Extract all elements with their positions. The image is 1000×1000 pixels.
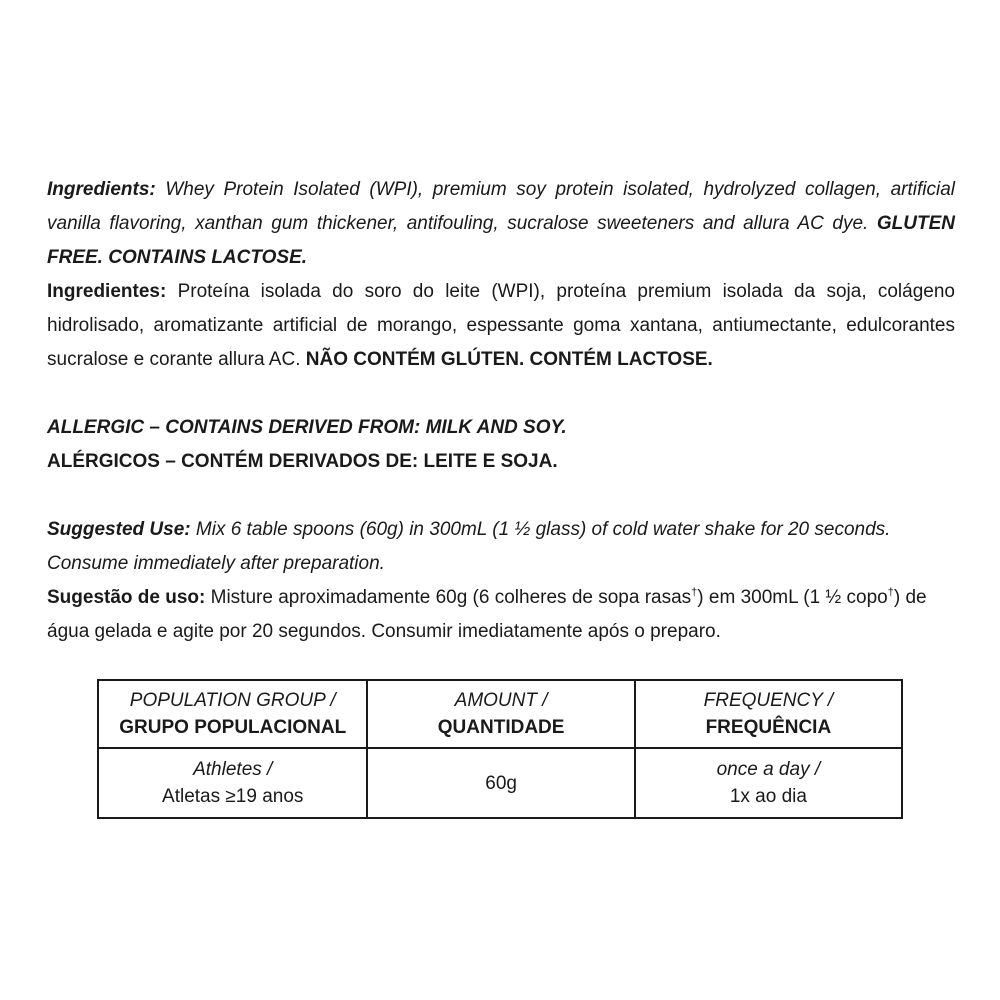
suggested-use-pt-label: Sugestão de uso: <box>47 587 206 608</box>
suggested-use-en-paragraph <box>47 513 955 581</box>
cell-frequency-pt: 1x ao dia <box>729 786 807 807</box>
header-population-group-pt: GRUPO POPULACIONAL <box>119 717 347 738</box>
table-header-row <box>98 680 902 748</box>
spacer <box>47 479 955 513</box>
ingredients-pt-label: Ingredientes: <box>47 281 167 302</box>
header-amount-en: AMOUNT / <box>454 690 548 711</box>
suggested-use-pt-text-1: Misture aproximadamente 60g (6 colheres de sopa rasas <box>205 587 692 608</box>
header-frequency-en: FREQUENCY / <box>703 690 834 711</box>
ingredients-en-text: Whey Protein Isolated (WPI), premium soy protein isolated, hydrolyzed collagen, artificial vanilla flavoring, xanthan gum thickener, antifouling, sucralose sweeteners and allura AC dye. <box>47 179 955 234</box>
suggested-use-pt-text-3: ) de água gelada e agite por 20 segundos. Consumir imediatamente após o preparo. <box>47 587 927 642</box>
header-population-group <box>98 680 367 748</box>
dagger-mark: † <box>887 586 894 599</box>
cell-frequency <box>635 748 902 818</box>
cell-group-pt: Atletas ≥19 anos <box>162 786 304 807</box>
table-row <box>98 748 902 818</box>
suggested-use-pt-paragraph <box>47 581 955 649</box>
dagger-mark: † <box>691 586 698 599</box>
header-population-group-en: POPULATION GROUP / <box>129 690 336 711</box>
ingredients-pt-text: Proteína isolada do soro do leite (WPI), proteína premium isolada da soja, colágeno hidrolisado, aromatizante artificial de morango, espessante goma xantana, antiumectante, edulcorantes sucralose e corante allura AC. <box>47 281 955 370</box>
suggested-use-pt-text-2: ) em 300mL (1 ½ copo <box>697 587 888 608</box>
cell-frequency-en: once a day / <box>716 759 821 780</box>
label-text-block <box>47 173 955 649</box>
header-amount <box>367 680 634 748</box>
ingredients-pt-warning: NÃO CONTÉM GLÚTEN. CONTÉM LACTOSE. <box>305 349 713 370</box>
allergic-pt: ALÉRGICOS – CONTÉM DERIVADOS DE: LEITE E SOJA. <box>47 451 558 472</box>
suggested-use-en-text: Mix 6 table spoons (60g) in 300mL (1 ½ glass) of cold water shake for 20 seconds. Consume immediately after preparation. <box>47 519 891 574</box>
header-amount-pt: QUANTIDADE <box>437 717 565 738</box>
header-frequency <box>635 680 902 748</box>
ingredients-en-label: Ingredients: <box>47 179 156 200</box>
suggested-use-en-label: Suggested Use: <box>47 519 191 540</box>
header-frequency-pt: FREQUÊNCIA <box>705 717 832 738</box>
ingredients-pt-paragraph <box>47 275 955 377</box>
cell-population-group <box>98 748 367 818</box>
cell-amount: 60g <box>367 748 634 818</box>
ingredients-en-warning: GLUTEN FREE. CONTAINS LACTOSE. <box>47 213 955 268</box>
cell-group-en: Athletes / <box>193 759 273 780</box>
dosage-table <box>97 679 903 819</box>
allergic-en: ALLERGIC – CONTAINS DERIVED FROM: MILK AND SOY. <box>47 417 567 438</box>
ingredients-en-paragraph <box>47 173 955 275</box>
spacer <box>47 377 955 411</box>
